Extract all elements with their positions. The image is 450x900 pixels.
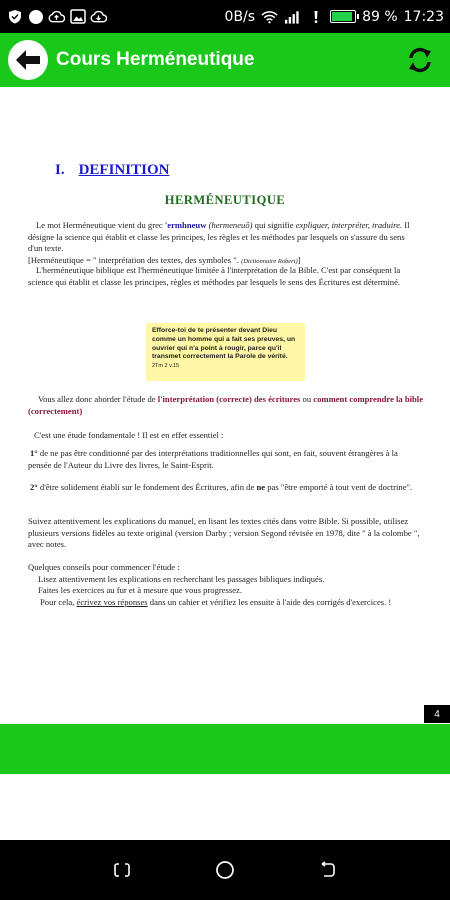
text: dans un cahier et vérifiez les ensuite à l'aide des corrigés d'exercices. !	[149, 596, 392, 607]
arrow-left-icon	[14, 48, 42, 72]
cloud-upload-icon	[48, 8, 65, 25]
back-icon	[319, 861, 337, 879]
point-number: 1°	[30, 448, 38, 458]
text: Lisez attentivement les explications en recherchant les passages bibliques indiqués.	[38, 573, 325, 584]
blank-area	[0, 774, 450, 840]
section-title: DEFINITION	[78, 162, 170, 178]
text: pas "être emporté à tout vent de doctrine".	[267, 482, 413, 492]
battery-icon	[330, 10, 356, 23]
point-number: 2°	[30, 482, 38, 492]
alert-icon	[307, 8, 324, 25]
app-title: Cours Herméneutique	[56, 49, 255, 70]
back-nav-button[interactable]	[317, 859, 339, 881]
highlight-text: l'interprétation (correcte) des écritures	[157, 394, 301, 404]
recent-apps-icon	[113, 861, 131, 879]
text: qui signifie	[254, 220, 294, 230]
page-number: 4	[424, 705, 450, 723]
citation: (Dictionnaire Robert)	[241, 257, 298, 265]
greek-word: 'ermhneuw	[164, 220, 207, 230]
text: ne	[256, 482, 266, 492]
net-speed: 0B/s	[224, 8, 256, 25]
text: Il désigne la science qui établit et classe les principes, les règles et les méthodes par lesquels on s'assure du sens d'un texte.	[28, 220, 410, 253]
quote-box	[146, 323, 305, 381]
shield-icon	[6, 8, 23, 25]
text: ou	[302, 394, 312, 404]
highlight-text: comment comprendre la bible (correctement)	[28, 394, 424, 416]
quote-reference: 2Tm 2 v.15	[152, 363, 180, 370]
paragraph-point-1	[28, 448, 420, 471]
section-heading	[55, 162, 169, 179]
refresh-button[interactable]	[404, 44, 436, 76]
text: d'être solidement établi sur le fondement des Écritures, afin de	[39, 482, 255, 492]
meaning-text: expliquer, interpréter, traduire.	[295, 220, 403, 230]
notification-dot-icon	[27, 8, 44, 25]
clock: 17:23	[403, 8, 444, 25]
status-left-icons	[6, 8, 107, 25]
text: de ne pas être conditionné par des interprétations traditionnelles qui sont, en fait, souvent étrangères à la pensée de l'Auteur du Livre des livres, le Saint-Esprit.	[28, 448, 398, 470]
text: Pour cela,	[40, 596, 75, 607]
text: [Herméneutique = " interprétation des textes, des symboles ".	[28, 254, 239, 265]
back-button[interactable]	[8, 40, 48, 80]
underlined-text: écrivez vos réponses	[76, 596, 148, 607]
paragraph-study-intro	[28, 394, 428, 417]
paragraph-biblical-hermeneutics: L'herméneutique biblique est l'herméneutique limitée à l'interprétation de la Bible. C'est par conséquent la science qui établit et classe les principes, règles et méthodes par lesquels le sens des Écritures est déterminé.	[28, 265, 401, 287]
footer-bar	[0, 724, 450, 774]
paragraph-definition	[28, 220, 420, 267]
status-right	[225, 8, 444, 25]
home-icon	[215, 860, 235, 880]
paragraph-point-2	[28, 482, 420, 494]
cloud-download-icon	[90, 8, 107, 25]
paragraph-fundamental: C'est une étude fondamentale ! Il est en effet essentiel :	[34, 430, 224, 440]
text: Vous allez donc aborder l'étude de	[38, 394, 156, 404]
home-button[interactable]	[214, 859, 236, 881]
text: Le mot Herméneutique vient du grec	[36, 220, 163, 230]
paragraph-instructions: Suivez attentivement les explications du manuel, en lisant les textes cités dans votre Bible. Si possible, utilisez plusieurs versions fidèles au texte original (version Darby ; version Segond révisée en 1978, dite " à la colombe ", avec notes.	[28, 516, 420, 549]
refresh-icon	[406, 46, 434, 74]
status-bar	[0, 0, 450, 33]
text: Quelques conseils pour commencer l'étude :	[28, 562, 180, 572]
paragraph-advice	[28, 562, 420, 608]
battery-percent: 89 %	[362, 8, 398, 25]
transliteration: (hermeneuô)	[208, 220, 253, 230]
battery-level	[332, 12, 352, 21]
document-subtitle: HERMÉNEUTIQUE	[164, 193, 286, 207]
app-bar	[0, 33, 450, 87]
quote-text: Efforce-toi de te présenter devant Dieu comme un homme qui a fait ses preuves, un ouvrier qui n'a point à rougir, parce qu'il transmet correctement la Parole de vérité.	[152, 327, 296, 361]
text: Faites les exercices au fur et à mesure que vous progressez.	[38, 585, 243, 595]
recent-apps-button[interactable]	[111, 859, 133, 881]
signal-icon	[284, 8, 301, 25]
document-page[interactable]	[0, 87, 450, 724]
image-icon	[69, 8, 86, 25]
text: ]	[297, 254, 301, 265]
wifi-icon	[261, 8, 278, 25]
system-nav-bar	[0, 840, 450, 900]
section-number: I.	[55, 162, 65, 178]
